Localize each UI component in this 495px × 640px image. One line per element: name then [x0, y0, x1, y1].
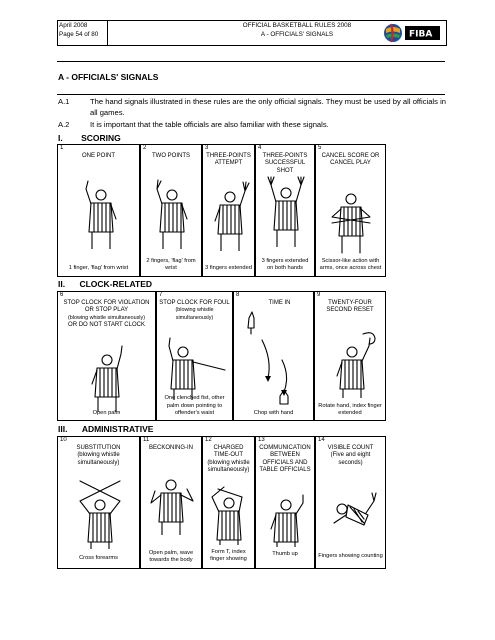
hand-chop-diagram	[244, 310, 304, 405]
signal-description: Fingers showing counting	[318, 552, 383, 559]
page-title: A - OFFICIALS' SIGNALS	[58, 72, 159, 82]
signal-number: 8	[236, 292, 240, 298]
signal-cell-12	[202, 436, 255, 569]
paragraph-a2	[58, 119, 446, 130]
section-scoring-heading	[58, 133, 121, 143]
signal-number: 12	[205, 437, 212, 443]
signal-number: 1	[60, 145, 64, 151]
referee-figure-foul	[165, 332, 229, 400]
signal-description: Open palm	[92, 409, 121, 416]
signal-title: TWO POINTS	[152, 153, 190, 159]
fiba-logo	[382, 22, 442, 44]
signal-number: 9	[317, 292, 321, 298]
paragraph-text: The hand signals illustrated in these rules are the only official signals. They must be used by all officials in all games.	[90, 97, 446, 117]
signal-description: Form T, index finger showing	[210, 548, 247, 562]
signal-title: SUBSTITUTION	[76, 445, 121, 451]
signal-subtitle: (blowing whistle simultaneously)	[207, 459, 250, 474]
signal-description: 2 fingers, 'flag' from wrist	[146, 257, 196, 271]
signal-title-block	[159, 300, 230, 322]
signal-number: 7	[159, 292, 163, 298]
signal-cell-6	[57, 291, 156, 421]
signal-number: 3	[205, 145, 209, 151]
header-divider	[107, 20, 108, 46]
referee-figure-shot-clock-reset	[325, 328, 379, 398]
signal-cell-14	[315, 436, 386, 569]
signal-cell-10	[57, 436, 140, 569]
section-number: III.	[58, 424, 68, 434]
referee-figure-beckoning	[147, 473, 199, 535]
paragraph-number: A.2	[58, 120, 70, 129]
header-center	[218, 22, 376, 39]
referee-figure-three-points-attempt	[207, 179, 253, 251]
signal-title: BECKONING-IN	[148, 445, 193, 451]
signal-number: 4	[258, 145, 262, 151]
signal-description: 3 fingers extended	[205, 264, 252, 271]
signal-cell-11	[140, 436, 202, 569]
signal-title-block	[60, 445, 137, 467]
title-rule	[57, 94, 445, 95]
signal-title: CANCEL SCORE OR CANCEL PLAY	[321, 153, 380, 167]
signal-cell-7	[156, 291, 233, 421]
signal-number: 13	[258, 437, 265, 443]
signal-subtitle: (blowing whistle simultaneously)	[175, 307, 214, 321]
signal-title: TIME IN	[268, 300, 291, 306]
signal-title: TWENTY-FOUR SECOND RESET	[326, 300, 374, 314]
paragraph-text: It is important that the table officials are also familiar with these signals.	[90, 120, 329, 129]
referee-figure-substitution	[74, 477, 126, 549]
signal-description: Scissor-like action with arms, once across chest	[319, 257, 382, 271]
signal-title: STOP CLOCK FOR VIOLATION OR STOP PLAY	[63, 300, 150, 314]
signal-title-block	[60, 300, 153, 330]
signal-subtitle: (blowing whistle simultaneously)	[68, 314, 145, 321]
signal-cell-2	[140, 144, 202, 277]
signal-description: Thumb up	[272, 550, 298, 557]
header-page: Page 54 of 80	[59, 30, 99, 38]
signal-title-block	[318, 445, 383, 467]
signal-number: 10	[60, 437, 67, 443]
logo-text: FIBA	[409, 29, 433, 40]
signal-cell-5	[315, 144, 386, 277]
signal-description: One clenched fist, other palm down pointing to offender's waist	[164, 395, 225, 416]
signal-description: Cross forearms	[79, 554, 118, 561]
header-rule	[57, 61, 445, 62]
referee-figure-time-out	[206, 483, 252, 545]
signal-number: 5	[318, 145, 322, 151]
referee-figure-one-point	[78, 177, 124, 249]
signal-description: Chop with hand	[253, 409, 294, 416]
header-left	[59, 22, 101, 39]
signal-description: Rotate hand, index finger extended	[318, 402, 382, 416]
signal-subtitle: (Five and eight seconds)	[330, 452, 371, 466]
signal-title: STOP CLOCK FOR FOUL	[159, 300, 230, 306]
section-clock-heading	[58, 279, 152, 289]
signal-number: 14	[318, 437, 325, 443]
signal-cell-1	[57, 144, 140, 277]
paragraph-a1	[58, 96, 446, 118]
referee-figure-communication	[263, 489, 309, 547]
header-date: April 2008	[59, 22, 88, 29]
signal-cell-4	[255, 144, 315, 277]
signal-title: ONE POINT	[81, 153, 115, 159]
referee-figure-cancel-score	[328, 185, 374, 257]
header-title: OFFICIAL BASKETBALL RULES 2008	[242, 22, 352, 29]
section-title: ADMINISTRATIVE	[81, 424, 154, 434]
signal-subtitle: (blowing whistle simultaneously)	[77, 452, 120, 466]
signal-cell-8	[233, 291, 314, 421]
signal-title-secondary: OR DO NOT START CLOCK	[68, 322, 145, 329]
signal-number: 11	[143, 437, 150, 443]
signal-description: 3 fingers extended on both hands	[261, 257, 309, 271]
signal-title: THREE-POINTS ATTEMPT	[206, 153, 251, 167]
signal-title: COMMUNICATION BETWEEN OFFICIALS AND TABLE OFFICIALS	[259, 445, 311, 474]
signal-description: Open palm, wave towards the body	[148, 549, 194, 563]
signal-title: THREE-POINTS SUCCESSFUL SHOT	[262, 153, 308, 174]
section-administrative-heading	[58, 424, 153, 434]
section-number: I.	[58, 133, 63, 143]
referee-figure-visible-count	[328, 485, 378, 535]
section-number: II.	[58, 279, 66, 289]
signal-number: 6	[60, 292, 64, 298]
signal-title: CHARGED TIME-OUT	[213, 445, 244, 459]
signal-number: 2	[143, 145, 147, 151]
signal-description: 1 finger, 'flag' from wrist	[68, 264, 129, 271]
referee-figure-stop-clock	[84, 344, 130, 412]
signal-cell-9	[314, 291, 386, 421]
header-subtitle: A - OFFICIALS' SIGNALS	[260, 30, 334, 38]
signal-cell-3	[202, 144, 255, 277]
section-title: CLOCK-RELATED	[79, 279, 153, 289]
signal-title-block	[205, 445, 252, 475]
referee-figure-two-points	[149, 177, 195, 249]
paragraph-number: A.1	[58, 97, 70, 106]
referee-figure-three-points-successful	[263, 175, 309, 247]
signal-cell-13	[255, 436, 315, 569]
signal-title: VISIBLE COUNT	[327, 445, 374, 451]
section-title: SCORING	[81, 133, 121, 143]
